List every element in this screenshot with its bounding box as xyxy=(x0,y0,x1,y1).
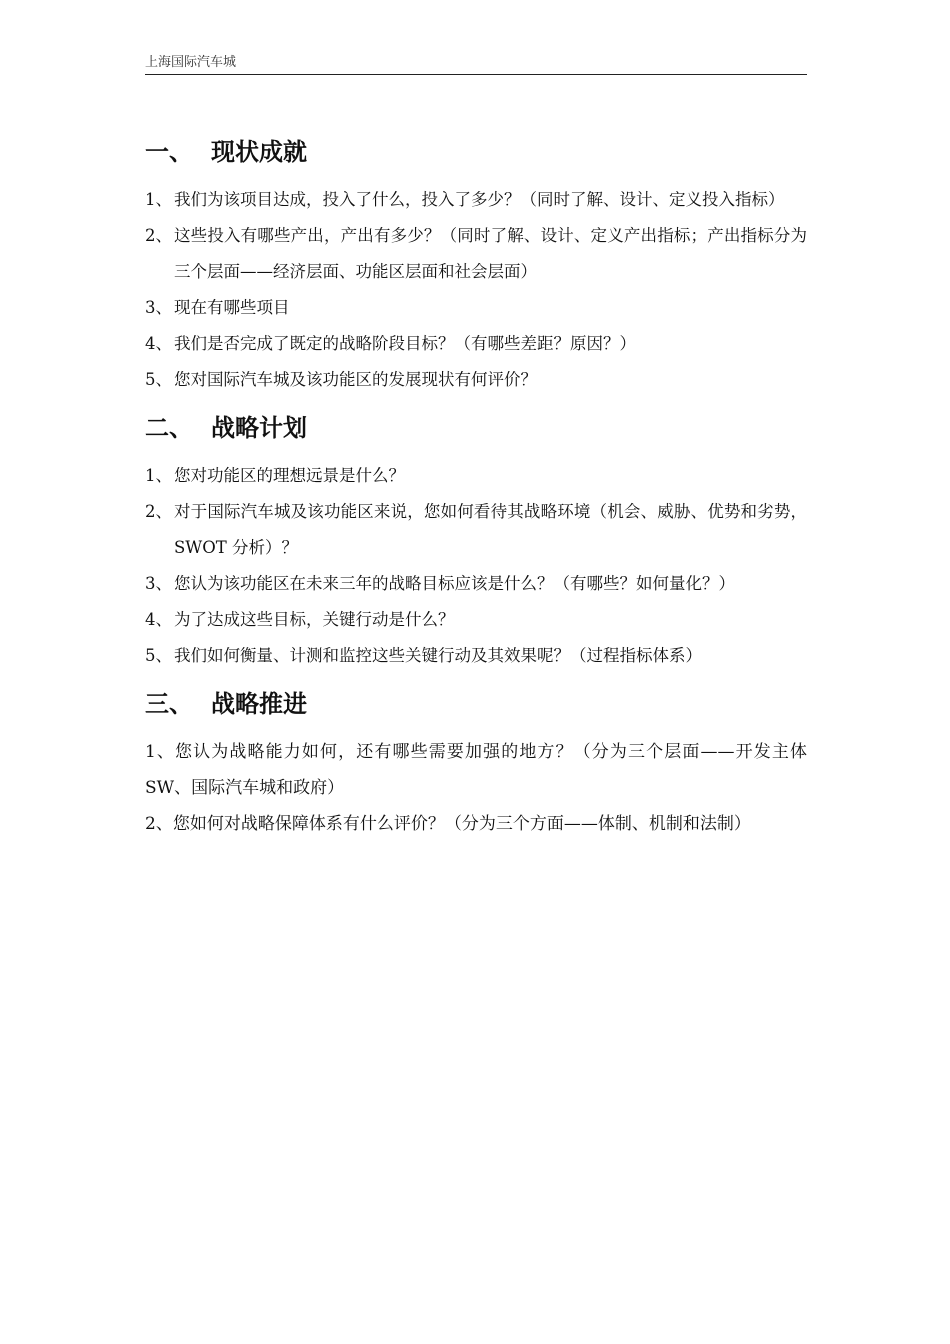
item-index: 3、 xyxy=(145,574,172,593)
item-index: 4、 xyxy=(145,334,172,353)
list-item: 2、您如何对战略保障体系有什么评价？（分为三个方面——体制、机制和法制） xyxy=(145,814,751,834)
item-text: 我们为该项目达成，投入了什么，投入了多少？（同时了解、设计、定义投入指标） xyxy=(174,190,785,209)
item-text: 我们是否完成了既定的战略阶段目标？（有哪些差距？原因？） xyxy=(174,334,636,353)
section-number: 一、 xyxy=(145,138,193,166)
section-title: 现状成就 xyxy=(211,138,307,166)
section-heading-plan xyxy=(145,408,807,448)
question-list-plan xyxy=(145,458,807,674)
item-text: 现在有哪些项目 xyxy=(174,298,290,317)
section-heading-execution xyxy=(145,684,807,724)
item-index: 2、 xyxy=(145,226,172,245)
item-text: 为了达成这些目标，关键行动是什么？ xyxy=(174,610,455,629)
list-item xyxy=(145,326,807,362)
section-number: 三、 xyxy=(145,690,193,718)
item-index: 2、 xyxy=(145,502,172,521)
list-item xyxy=(145,638,807,674)
item-index: 4、 xyxy=(145,610,172,629)
list-item xyxy=(145,290,807,326)
page-header: 上海国际汽车城 xyxy=(145,54,807,75)
section-title: 战略计划 xyxy=(211,414,307,442)
item-index: 1、 xyxy=(145,190,172,209)
list-item xyxy=(145,458,807,494)
list-item xyxy=(145,566,807,602)
question-list-status xyxy=(145,182,807,398)
item-text: 您认为该功能区在未来三年的战略目标应该是什么？（有哪些？如何量化？） xyxy=(174,574,735,593)
item-text: 对于国际汽车城及该功能区来说，您如何看待其战略环境（机会、威胁、优势和劣势，SWOT 分析）？ xyxy=(174,502,807,557)
item-index: 1、 xyxy=(145,466,172,485)
list-item xyxy=(145,602,807,638)
section-title: 战略推进 xyxy=(211,690,307,718)
item-text: 我们如何衡量、计测和监控这些关键行动及其效果呢？（过程指标体系） xyxy=(174,646,702,665)
list-item xyxy=(145,362,807,398)
item-text: 您对国际汽车城及该功能区的发展现状有何评价？ xyxy=(174,370,537,389)
item-text: 您对功能区的理想远景是什么？ xyxy=(174,466,405,485)
list-item xyxy=(145,494,807,566)
item-index: 5、 xyxy=(145,646,172,665)
section-heading-status xyxy=(145,132,807,172)
section-number: 二、 xyxy=(145,414,193,442)
item-index: 3、 xyxy=(145,298,172,317)
list-item: 1、您认为战略能力如何，还有哪些需要加强的地方？（分为三个层面——开发主体 SW、国际汽车城和政府） xyxy=(145,742,807,798)
document-body xyxy=(145,128,807,842)
list-item xyxy=(145,182,807,218)
item-index: 5、 xyxy=(145,370,172,389)
list-item xyxy=(145,218,807,290)
item-text: 这些投入有哪些产出，产出有多少？（同时了解、设计、定义产出指标；产出指标分为三个层面——经济层面、功能区层面和社会层面） xyxy=(174,226,807,281)
question-list-execution xyxy=(145,734,807,842)
